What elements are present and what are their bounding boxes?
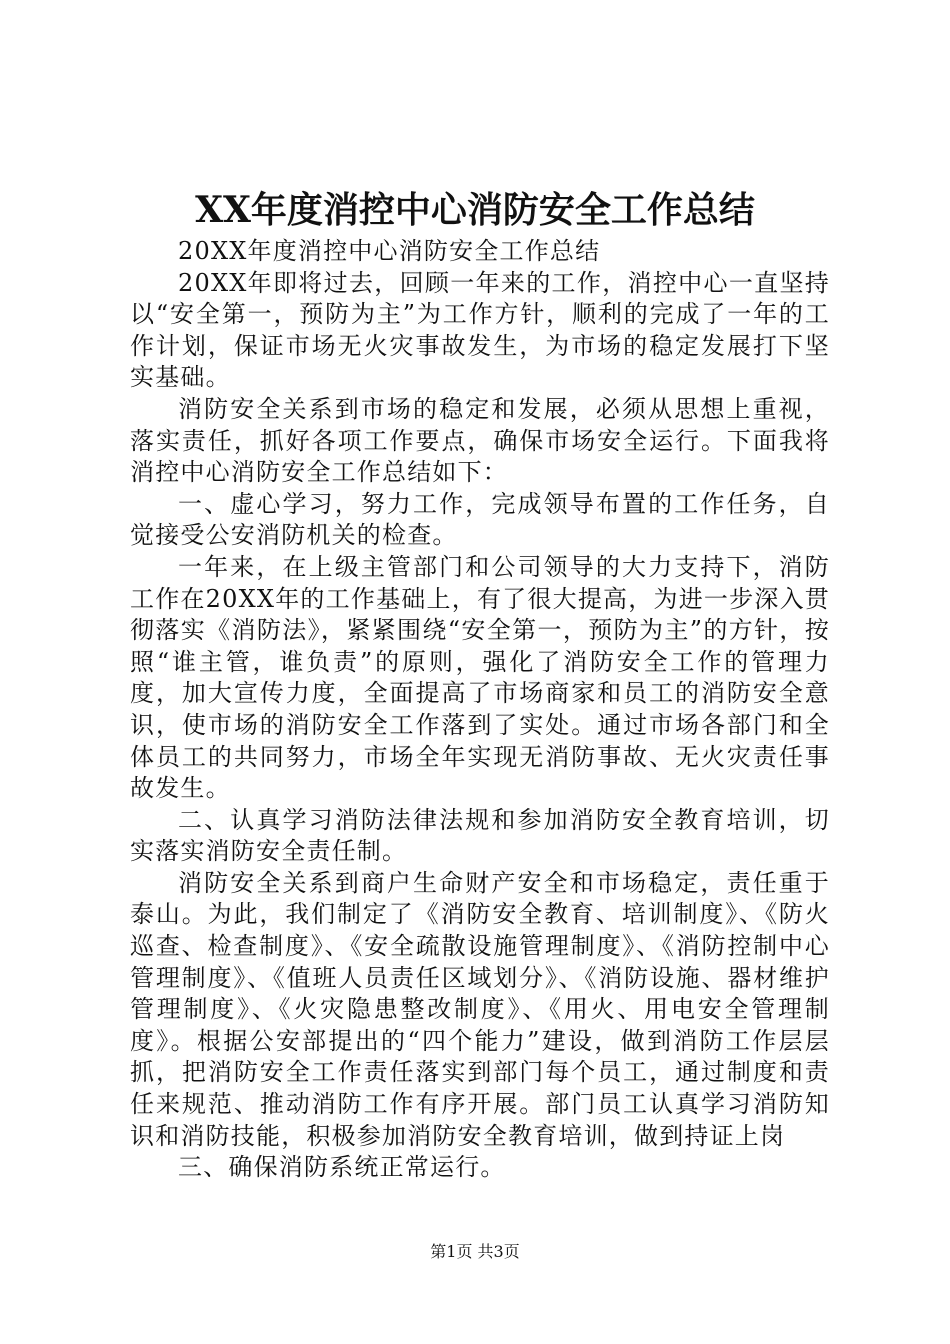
page-number-footer: 第1页 共3页: [430, 1242, 520, 1261]
paragraph-section-1: 一年来，在上级主管部门和公司领导的大力支持下，消防工作在20XX年的工作基础上，有了很大提高，为进一步深入贯彻落实《消防法》，紧紧围绕“安全第一，预防为主”的方针，按照“谁主管，谁负责”的原则，强化了消防安全工作的管理力度，加大宣传力度，全面提高了市场商家和员工的消防安全意识，使市场的消防安全工作落到了实处。通过市场各部门和全体员工的共同努力，市场全年实现无消防事故、无火灾责任事故发生。: [130, 552, 830, 803]
section-heading-3: 三、确保消防系统正常运行。: [178, 1153, 506, 1182]
document-title: XX年度消控中心消防安全工作总结: [195, 189, 755, 231]
paragraph-overview: 消防安全关系到市场的稳定和发展，必须从思想上重视，落实责任，抓好各项工作要点，确保市场安全运行。下面我将消控中心消防安全工作总结如下：: [130, 394, 830, 487]
section-heading-2: 二、认真学习消防法律法规和参加消防安全教育培训，切实落实消防安全责任制。: [130, 805, 830, 866]
paragraph-intro: 20XX年即将过去，回顾一年来的工作，消控中心一直坚持以“安全第一，预防为主”为工作方针，顺利的完成了一年的工作计划，保证市场无火灾事故发生，为市场的稳定发展打下坚实基础。: [130, 268, 830, 392]
document-body: [130, 236, 830, 1184]
paragraph-subtitle: 20XX年度消控中心消防安全工作总结: [178, 237, 601, 265]
paragraph-section-2: 消防安全关系到商户生命财产安全和市场稳定，责任重于泰山。为此，我们制定了《消防安全教育、培训制度》、《防火巡查、检查制度》、《安全疏散设施管理制度》、《消防控制中心管理制度》、《值班人员责任区域划分》、《消防设施、器材维护管理制度》、《火灾隐患整改制度》、《用火、用电安全管理制度》。根据公安部提出的“四个能力”建设，做到消防工作层层抓，把消防安全工作责任落实到部门每个员工，通过制度和责任来规范、推动消防工作有序开展。部门员工认真学习消防知识和消防技能，积极参加消防安全教育培训，做到持证上岗: [130, 868, 830, 1150]
section-heading-1: 一、虚心学习，努力工作，完成领导布置的工作任务，自觉接受公安消防机关的检查。: [130, 489, 830, 550]
